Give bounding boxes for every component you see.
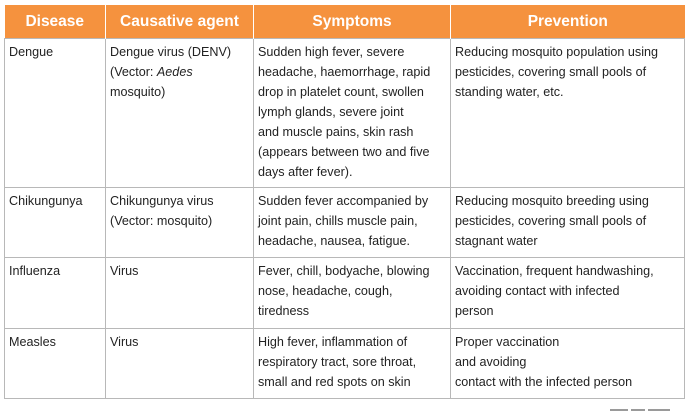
prevention-cell <box>451 329 685 399</box>
symptoms-line: days after fever). <box>258 165 353 179</box>
disease-name: Chikungunya <box>9 194 83 208</box>
agent-line: Chikungunya virus <box>110 194 214 208</box>
header-row <box>5 5 685 39</box>
table-row <box>5 329 685 399</box>
agent-cell <box>106 258 254 329</box>
header-causative-agent: Causative agent <box>106 5 254 39</box>
symptoms-line: respiratory tract, sore throat, <box>258 355 417 369</box>
agent-line: Dengue virus (DENV) <box>110 45 232 59</box>
prevention-line: stagnant water <box>455 234 538 248</box>
agent-cell <box>106 329 254 399</box>
prevention-line: Proper vaccination <box>455 335 560 349</box>
table-row <box>5 258 685 329</box>
agent-vector-line <box>110 62 249 82</box>
header-symptoms: Symptoms <box>254 5 451 39</box>
prevention-line: person <box>455 304 494 318</box>
agent-line: Virus <box>110 335 139 349</box>
prevention-line: pesticides, covering small pools of <box>455 65 647 79</box>
prevention-cell <box>451 188 685 258</box>
prevention-cell <box>451 39 685 188</box>
disease-name: Measles <box>9 335 56 349</box>
symptoms-line: small and red spots on skin <box>258 375 411 389</box>
symptoms-cell <box>254 329 451 399</box>
prevention-line: standing water, etc. <box>455 85 564 99</box>
symptoms-cell <box>254 188 451 258</box>
symptoms-cell <box>254 258 451 329</box>
table-row <box>5 188 685 258</box>
table-header <box>5 5 685 39</box>
table-body <box>5 39 685 399</box>
symptoms-line: and muscle pains, skin rash <box>258 125 414 139</box>
symptoms-line: Sudden high fever, severe <box>258 45 405 59</box>
agent-vector-italic: Aedes <box>156 65 193 79</box>
prevention-line: and avoiding <box>455 355 527 369</box>
agent-cell <box>106 39 254 188</box>
symptoms-line: tiredness <box>258 304 310 318</box>
symptoms-line: lymph glands, severe joint <box>258 105 404 119</box>
agent-vector-prefix: (Vector: <box>110 65 157 79</box>
symptoms-line: headache, haemorrhage, rapid <box>258 65 431 79</box>
prevention-line: Reducing mosquito breeding using <box>455 194 649 208</box>
agent-line: Virus <box>110 264 139 278</box>
disease-cell <box>5 188 106 258</box>
agent-line: (Vector: mosquito) <box>110 214 213 228</box>
disease-cell <box>5 258 106 329</box>
disease-cell <box>5 39 106 188</box>
prevention-line: avoiding contact with infected <box>455 284 620 298</box>
symptoms-line: headache, nausea, fatigue. <box>258 234 410 248</box>
disease-name: Dengue <box>9 45 54 59</box>
disease-table <box>4 5 685 399</box>
symptoms-line: nose, headache, cough, <box>258 284 393 298</box>
symptoms-line: drop in platelet count, swollen <box>258 85 424 99</box>
cropped-text-fragment <box>610 409 680 413</box>
table-row <box>5 39 685 188</box>
symptoms-line: Fever, chill, bodyache, blowing <box>258 264 430 278</box>
header-prevention: Prevention <box>451 5 685 39</box>
symptoms-line: Sudden fever accompanied by <box>258 194 429 208</box>
disease-cell <box>5 329 106 399</box>
agent-cell <box>106 188 254 258</box>
symptoms-cell <box>254 39 451 188</box>
prevention-line: Reducing mosquito population using <box>455 45 659 59</box>
agent-line: mosquito) <box>110 85 166 99</box>
disease-name: Influenza <box>9 264 61 278</box>
prevention-line: pesticides, covering small pools of <box>455 214 647 228</box>
prevention-line: Vaccination, frequent handwashing, <box>455 264 654 278</box>
prevention-cell <box>451 258 685 329</box>
prevention-line: contact with the infected person <box>455 375 633 389</box>
symptoms-line: (appears between two and five <box>258 145 430 159</box>
header-disease: Disease <box>5 5 106 39</box>
symptoms-line: High fever, inflammation of <box>258 335 408 349</box>
symptoms-line: joint pain, chills muscle pain, <box>258 214 418 228</box>
